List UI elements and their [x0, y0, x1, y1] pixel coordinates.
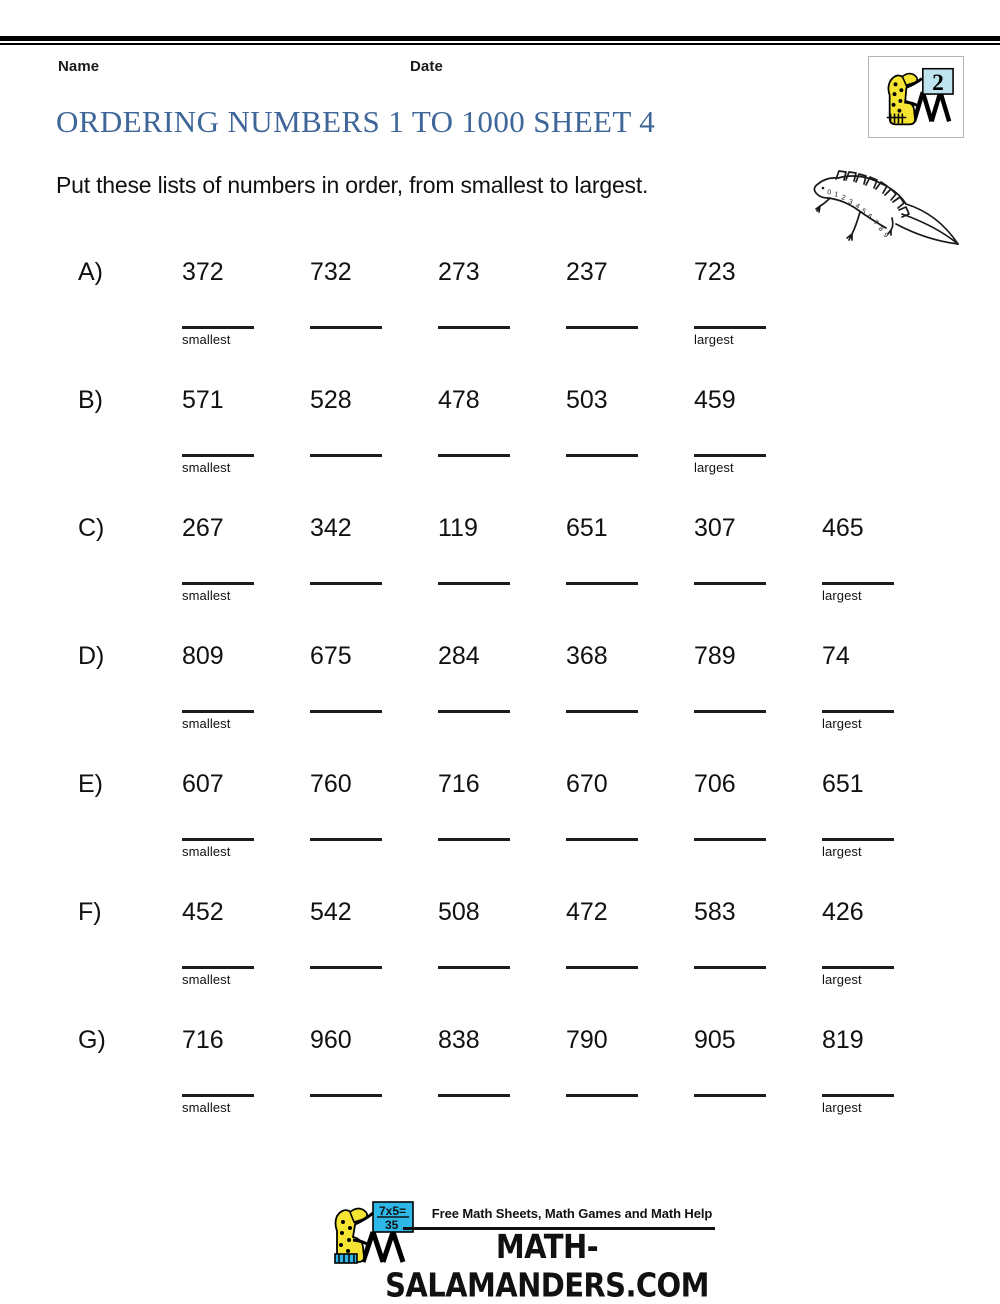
problem-letter: F)	[78, 898, 102, 926]
answer-blank-line[interactable]	[694, 326, 766, 329]
answer-slot-label	[310, 588, 382, 604]
svg-text:3: 3	[847, 198, 854, 207]
page-top-border	[0, 36, 1000, 45]
answer-slot-label	[566, 972, 638, 988]
svg-text:9: 9	[881, 231, 890, 240]
svg-text:4: 4	[854, 202, 861, 211]
answer-slot-label	[438, 844, 510, 860]
answer-slot-label	[694, 716, 766, 732]
answer-slot[interactable]	[182, 710, 254, 732]
problem-number: 368	[566, 642, 608, 670]
answer-blank-line[interactable]	[566, 326, 638, 329]
answer-blank-line[interactable]	[438, 582, 510, 585]
problem-number: 905	[694, 1026, 736, 1054]
answer-slot[interactable]	[566, 582, 638, 604]
name-label: Name	[58, 58, 100, 75]
answer-slot-label	[438, 1100, 510, 1116]
problem-letter: A)	[78, 258, 103, 286]
problem-row	[0, 1014, 1000, 1142]
answer-slot[interactable]	[438, 966, 510, 988]
answer-slot-label	[694, 1100, 766, 1116]
answer-slot[interactable]	[566, 710, 638, 732]
answer-slot-label	[566, 460, 638, 476]
problem-number: 119	[438, 514, 478, 542]
svg-text:8: 8	[876, 225, 885, 234]
problem-number: 960	[310, 1026, 352, 1054]
answer-blank-line[interactable]	[310, 838, 382, 841]
answer-slot-label	[694, 588, 766, 604]
answer-slot-label	[694, 972, 766, 988]
answer-slot-label: largest	[822, 716, 862, 731]
answer-slot[interactable]	[438, 582, 510, 604]
answer-slot-label: largest	[822, 844, 862, 859]
answer-slot[interactable]	[822, 966, 894, 988]
answer-slot[interactable]	[310, 454, 382, 476]
problem-number: 528	[310, 386, 352, 414]
problem-row	[0, 246, 1000, 374]
problem-number: 273	[438, 258, 480, 286]
answer-blank-line[interactable]	[310, 1094, 382, 1097]
answer-slot[interactable]	[566, 1094, 638, 1116]
answer-blank-line[interactable]	[822, 838, 894, 841]
problem-number: 607	[182, 770, 224, 798]
answer-blank-line[interactable]	[566, 966, 638, 969]
problem-number: 760	[310, 770, 352, 798]
problem-number: 459	[694, 386, 736, 414]
answer-blank-line[interactable]	[438, 454, 510, 457]
svg-text:0: 0	[826, 189, 832, 197]
answer-slot-label	[310, 844, 382, 860]
answer-slot-label: smallest	[182, 1100, 231, 1115]
answer-blank-line[interactable]	[694, 454, 766, 457]
answer-slot[interactable]	[822, 838, 894, 860]
problem-row	[0, 630, 1000, 758]
problem-number: 426	[822, 898, 864, 926]
answer-blank-line[interactable]	[566, 838, 638, 841]
answer-slot[interactable]	[694, 966, 766, 988]
answer-blank-line[interactable]	[438, 1094, 510, 1097]
answer-slot[interactable]	[566, 326, 638, 348]
answer-blank-line[interactable]	[438, 710, 510, 713]
problem-number: 503	[566, 386, 608, 414]
answer-slot[interactable]	[694, 1094, 766, 1116]
answer-blank-line[interactable]	[438, 838, 510, 841]
problem-number: 542	[310, 898, 352, 926]
answer-slot[interactable]	[566, 966, 638, 988]
answer-blank-line[interactable]	[182, 454, 254, 457]
page-footer	[0, 1196, 1000, 1304]
problem-number: 583	[694, 898, 736, 926]
answer-slot[interactable]	[182, 1094, 254, 1116]
answer-blank-line[interactable]	[182, 710, 254, 713]
answer-slot[interactable]	[694, 582, 766, 604]
problem-number: 651	[566, 514, 608, 542]
answer-slot-label: largest	[822, 1100, 862, 1115]
answer-slot[interactable]	[182, 582, 254, 604]
problem-number: 284	[438, 642, 480, 670]
answer-slot[interactable]	[694, 710, 766, 732]
answer-slot-label: smallest	[182, 972, 231, 987]
answer-blank-line[interactable]	[310, 326, 382, 329]
svg-text:7: 7	[871, 219, 880, 228]
answer-slot[interactable]	[310, 710, 382, 732]
answer-blank-line[interactable]	[310, 966, 382, 969]
problem-row	[0, 502, 1000, 630]
answer-slot-label	[438, 332, 510, 348]
problem-number: 267	[182, 514, 224, 542]
problem-row	[0, 886, 1000, 1014]
footer-board-line1: 7x5=	[379, 1204, 407, 1218]
answer-blank-line[interactable]	[566, 710, 638, 713]
problem-number: 465	[822, 514, 864, 542]
problem-number: 307	[694, 514, 736, 542]
answer-slot-label	[310, 460, 382, 476]
problem-number: 819	[822, 1026, 864, 1054]
problem-number: 670	[566, 770, 608, 798]
problem-number: 789	[694, 642, 736, 670]
top-border-thin-bar	[0, 43, 1000, 45]
answer-slot-label	[438, 716, 510, 732]
footer-domain: MATH-SALAMANDERS.COM	[385, 1228, 709, 1304]
grade-number: 2	[932, 70, 944, 97]
grade-level-logo	[868, 56, 964, 138]
salamander-illustration	[806, 152, 966, 256]
answer-blank-line[interactable]	[822, 710, 894, 713]
answer-slot-label	[310, 1100, 382, 1116]
answer-slot[interactable]	[694, 326, 766, 348]
answer-blank-line[interactable]	[182, 1094, 254, 1097]
answer-blank-line[interactable]	[182, 326, 254, 329]
problem-number: 478	[438, 386, 480, 414]
problem-number: 716	[438, 770, 480, 798]
salamander-line-art	[806, 152, 966, 256]
name-date-row	[58, 58, 758, 80]
answer-blank-line[interactable]	[438, 966, 510, 969]
answer-blank-line[interactable]	[310, 582, 382, 585]
answer-slot[interactable]	[822, 582, 894, 604]
problem-number: 452	[182, 898, 224, 926]
answer-blank-line[interactable]	[438, 326, 510, 329]
answer-slot[interactable]	[310, 966, 382, 988]
answer-slot[interactable]	[566, 838, 638, 860]
answer-blank-line[interactable]	[694, 582, 766, 585]
answer-slot-label	[438, 972, 510, 988]
answer-slot[interactable]	[438, 710, 510, 732]
answer-slot[interactable]	[694, 454, 766, 476]
problem-number: 651	[822, 770, 864, 798]
answer-slot-label	[566, 1100, 638, 1116]
problem-number: 732	[310, 258, 352, 286]
answer-slot-label	[310, 332, 382, 348]
problem-letter: D)	[78, 642, 105, 670]
answer-blank-line[interactable]	[694, 710, 766, 713]
answer-blank-line[interactable]	[822, 582, 894, 585]
answer-slot-label	[566, 588, 638, 604]
svg-text:2: 2	[840, 194, 847, 202]
answer-blank-line[interactable]	[822, 966, 894, 969]
problem-row	[0, 758, 1000, 886]
answer-slot-label	[310, 716, 382, 732]
footer-branding	[325, 1196, 715, 1304]
answer-slot-label: smallest	[182, 716, 231, 731]
answer-slot[interactable]	[310, 838, 382, 860]
date-label: Date	[410, 58, 443, 75]
answer-slot[interactable]	[310, 1094, 382, 1116]
problem-number: 675	[310, 642, 352, 670]
answer-blank-line[interactable]	[310, 710, 382, 713]
answer-slot[interactable]	[438, 838, 510, 860]
answer-slot[interactable]	[822, 710, 894, 732]
problem-number: 790	[566, 1026, 608, 1054]
answer-slot[interactable]	[182, 966, 254, 988]
svg-text:5: 5	[860, 207, 867, 216]
answer-slot-label	[566, 332, 638, 348]
problem-row	[0, 374, 1000, 502]
answer-blank-line[interactable]	[182, 582, 254, 585]
problem-number: 372	[182, 258, 224, 286]
problem-number: 74	[822, 642, 850, 670]
answer-blank-line[interactable]	[182, 838, 254, 841]
answer-slot-label: largest	[822, 588, 862, 603]
answer-blank-line[interactable]	[566, 582, 638, 585]
answer-slot-label: largest	[694, 460, 734, 475]
answer-slot-label: smallest	[182, 460, 231, 475]
problem-number: 716	[182, 1026, 224, 1054]
problem-letter: E)	[78, 770, 103, 798]
answer-slot[interactable]	[310, 582, 382, 604]
answer-slot-label: largest	[822, 972, 862, 987]
problems-list	[0, 246, 1000, 1142]
problem-letter: G)	[78, 1026, 106, 1054]
problem-number: 472	[566, 898, 608, 926]
answer-slot-label	[694, 844, 766, 860]
answer-blank-line[interactable]	[822, 1094, 894, 1097]
answer-slot-label	[438, 460, 510, 476]
answer-blank-line[interactable]	[694, 838, 766, 841]
page-title: ORDERING NUMBERS 1 TO 1000 SHEET 4	[56, 104, 656, 139]
answer-slot[interactable]	[310, 326, 382, 348]
answer-slot-label: smallest	[182, 844, 231, 859]
answer-slot-label: smallest	[182, 332, 231, 347]
answer-slot-label	[566, 716, 638, 732]
svg-text:6: 6	[865, 212, 874, 221]
svg-text:1: 1	[833, 191, 839, 199]
answer-blank-line[interactable]	[694, 966, 766, 969]
answer-slot-label: smallest	[182, 588, 231, 603]
problem-number: 237	[566, 258, 608, 286]
problem-number: 838	[438, 1026, 480, 1054]
answer-slot[interactable]	[182, 838, 254, 860]
problem-letter: C)	[78, 514, 105, 542]
problem-number: 706	[694, 770, 736, 798]
problem-number: 342	[310, 514, 352, 542]
answer-slot[interactable]	[566, 454, 638, 476]
answer-slot[interactable]	[182, 454, 254, 476]
answer-blank-line[interactable]	[694, 1094, 766, 1097]
answer-blank-line[interactable]	[566, 454, 638, 457]
problem-number: 809	[182, 642, 224, 670]
answer-slot-label: largest	[694, 332, 734, 347]
answer-blank-line[interactable]	[566, 1094, 638, 1097]
answer-slot[interactable]	[438, 1094, 510, 1116]
instruction-text: Put these lists of numbers in order, from smallest to largest.	[56, 172, 649, 198]
answer-slot[interactable]	[438, 454, 510, 476]
answer-blank-line[interactable]	[182, 966, 254, 969]
footer-board-line2: 35	[385, 1218, 399, 1232]
problem-letter: B)	[78, 386, 103, 414]
problem-number: 571	[182, 386, 224, 414]
answer-slot-label	[566, 844, 638, 860]
answer-slot[interactable]	[438, 326, 510, 348]
answer-slot[interactable]	[182, 326, 254, 348]
answer-slot[interactable]	[822, 1094, 894, 1116]
answer-slot-label	[310, 972, 382, 988]
answer-slot-label	[438, 588, 510, 604]
grade-logo-art	[869, 57, 963, 137]
footer-tagline: Free Math Sheets, Math Games and Math Help	[431, 1206, 713, 1221]
problem-number: 508	[438, 898, 480, 926]
problem-number: 723	[694, 258, 736, 286]
answer-slot[interactable]	[694, 838, 766, 860]
answer-blank-line[interactable]	[310, 454, 382, 457]
